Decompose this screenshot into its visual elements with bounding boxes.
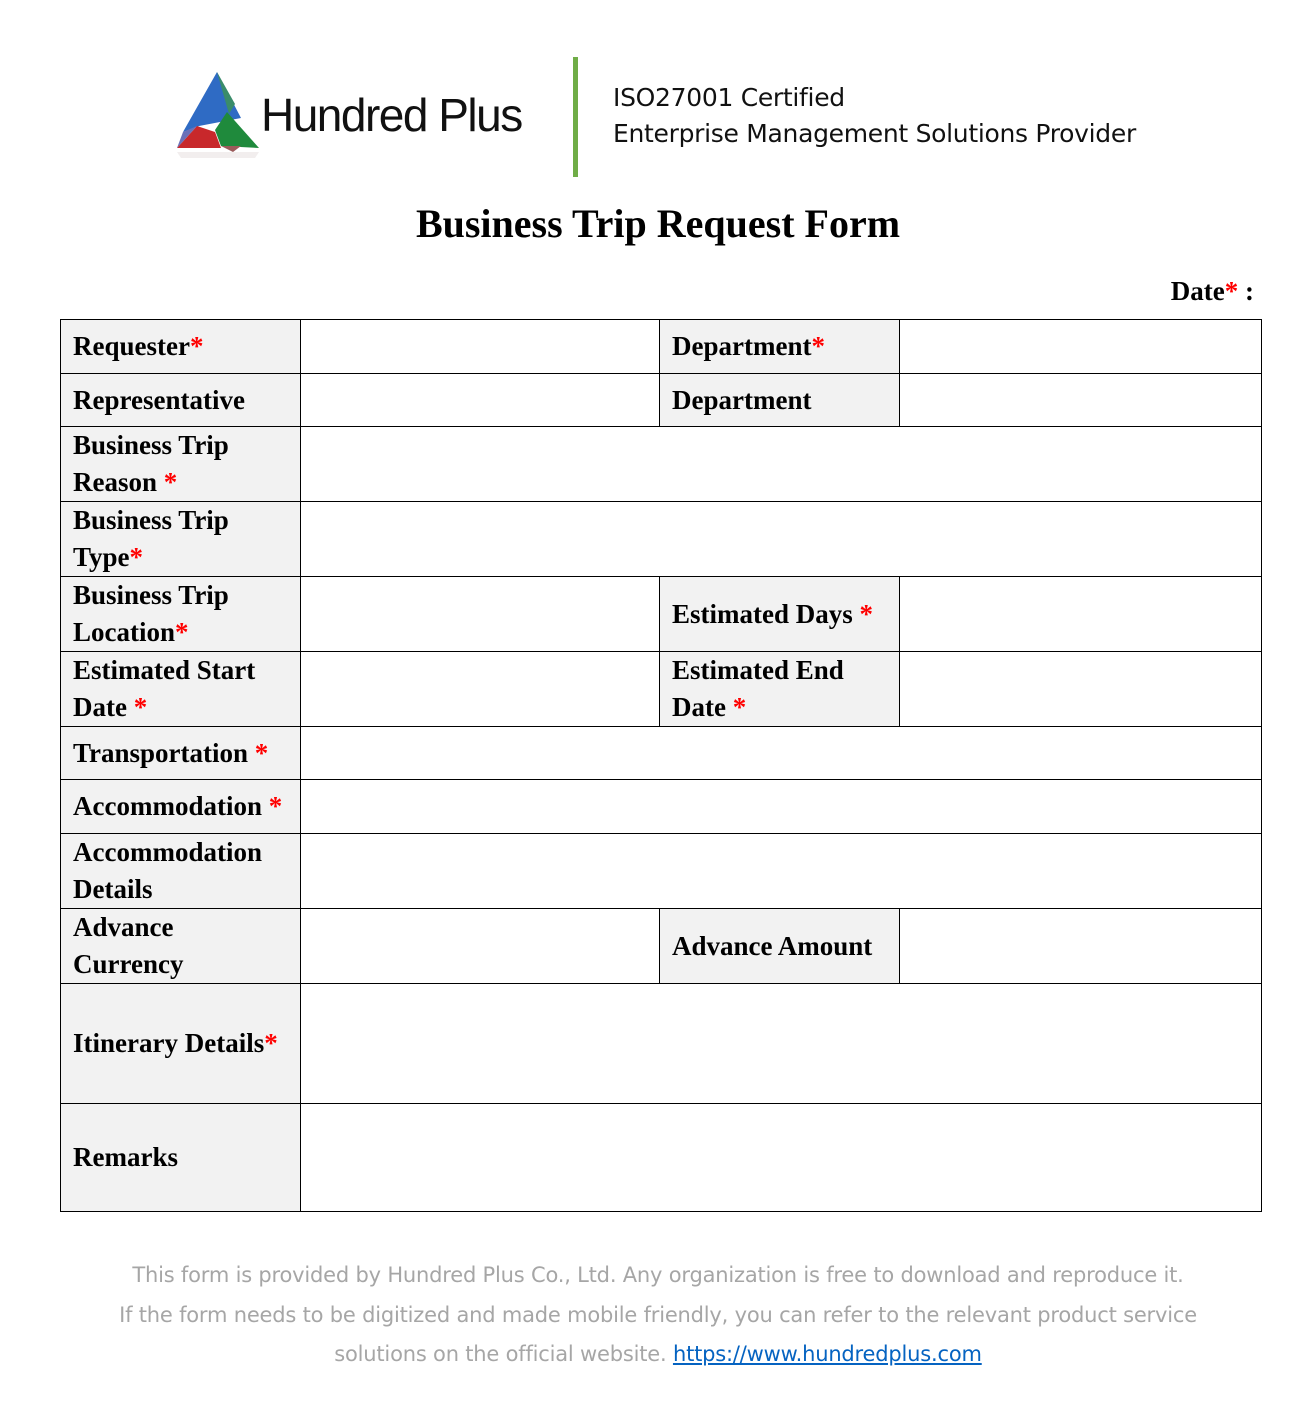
requester-input[interactable] [301, 320, 660, 374]
end-date-label: Estimated End Date * [660, 652, 900, 727]
table-row [61, 984, 1262, 1104]
remarks-input[interactable] [301, 1104, 1262, 1212]
footer-line-2: If the form needs to be digitized and made mobile friendly, you can refer to the relevant product service [119, 1302, 1197, 1327]
start-date-label: Estimated Start Date * [61, 652, 301, 727]
footer-line-3: solutions on the official website. https://www.hundredplus.com [334, 1342, 982, 1366]
date-field[interactable] [1171, 274, 1254, 308]
tagline-certification: ISO27001 Certified [613, 83, 845, 112]
transportation-input[interactable] [301, 727, 1262, 780]
trip-location-label: Business Trip Location* [61, 577, 301, 652]
company-logo [175, 68, 545, 163]
start-date-input[interactable] [301, 652, 660, 727]
trip-reason-input[interactable] [301, 427, 1262, 502]
table-row [61, 577, 1262, 652]
trip-location-input[interactable] [301, 577, 660, 652]
table-row [61, 320, 1262, 374]
table-row [61, 427, 1262, 502]
end-date-input[interactable] [900, 652, 1262, 727]
tricolor-triangle-logo-icon [175, 70, 261, 160]
trip-request-table [60, 319, 1262, 1212]
accommodation-label: Accommodation * [61, 780, 301, 834]
table-row [61, 727, 1262, 780]
representative-label: Representative [61, 374, 301, 427]
accommodation-details-label: Accommodation Details [61, 834, 301, 909]
table-row [61, 1104, 1262, 1212]
advance-currency-input[interactable] [301, 909, 660, 984]
transportation-label: Transportation * [61, 727, 301, 780]
department-label: Department* [660, 320, 900, 374]
requester-label: Requester* [61, 320, 301, 374]
accommodation-input[interactable] [301, 780, 1262, 834]
required-mark: * [1224, 276, 1239, 306]
representative-department-input[interactable] [900, 374, 1262, 427]
page-title: Business Trip Request Form [415, 201, 901, 246]
advance-currency-label: Advance Currency [61, 909, 301, 984]
table-row [61, 834, 1262, 909]
itinerary-details-input[interactable] [301, 984, 1262, 1104]
advance-amount-label: Advance Amount [660, 909, 900, 984]
representative-department-label: Department [660, 374, 900, 427]
date-label: Date [1170, 276, 1225, 306]
trip-type-label: Business Trip Type* [61, 502, 301, 577]
footer-disclaimer [0, 1256, 1316, 1375]
logo-wordmark: Hundred Plus [261, 89, 522, 141]
itinerary-details-label: Itinerary Details* [61, 984, 301, 1104]
department-input[interactable] [900, 320, 1262, 374]
table-row [61, 652, 1262, 727]
header [0, 0, 1316, 190]
remarks-label: Remarks [61, 1104, 301, 1212]
header-divider [573, 57, 578, 177]
trip-reason-label: Business Trip Reason * [61, 427, 301, 502]
estimated-days-input[interactable] [900, 577, 1262, 652]
table-row [61, 502, 1262, 577]
representative-input[interactable] [301, 374, 660, 427]
tagline [613, 80, 1136, 152]
website-link[interactable]: https://www.hundredplus.com [672, 1342, 982, 1366]
date-colon: : [1238, 276, 1254, 306]
estimated-days-label: Estimated Days * [660, 577, 900, 652]
accommodation-details-input[interactable] [301, 834, 1262, 909]
tagline-description: Enterprise Management Solutions Provider [613, 119, 1136, 148]
table-row [61, 374, 1262, 427]
trip-type-input[interactable] [301, 502, 1262, 577]
table-row [61, 909, 1262, 984]
footer-line-1: This form is provided by Hundred Plus Co., Ltd. Any organization is free to download and reproduce it. [132, 1263, 1184, 1287]
table-row [61, 780, 1262, 834]
advance-amount-input[interactable] [900, 909, 1262, 984]
